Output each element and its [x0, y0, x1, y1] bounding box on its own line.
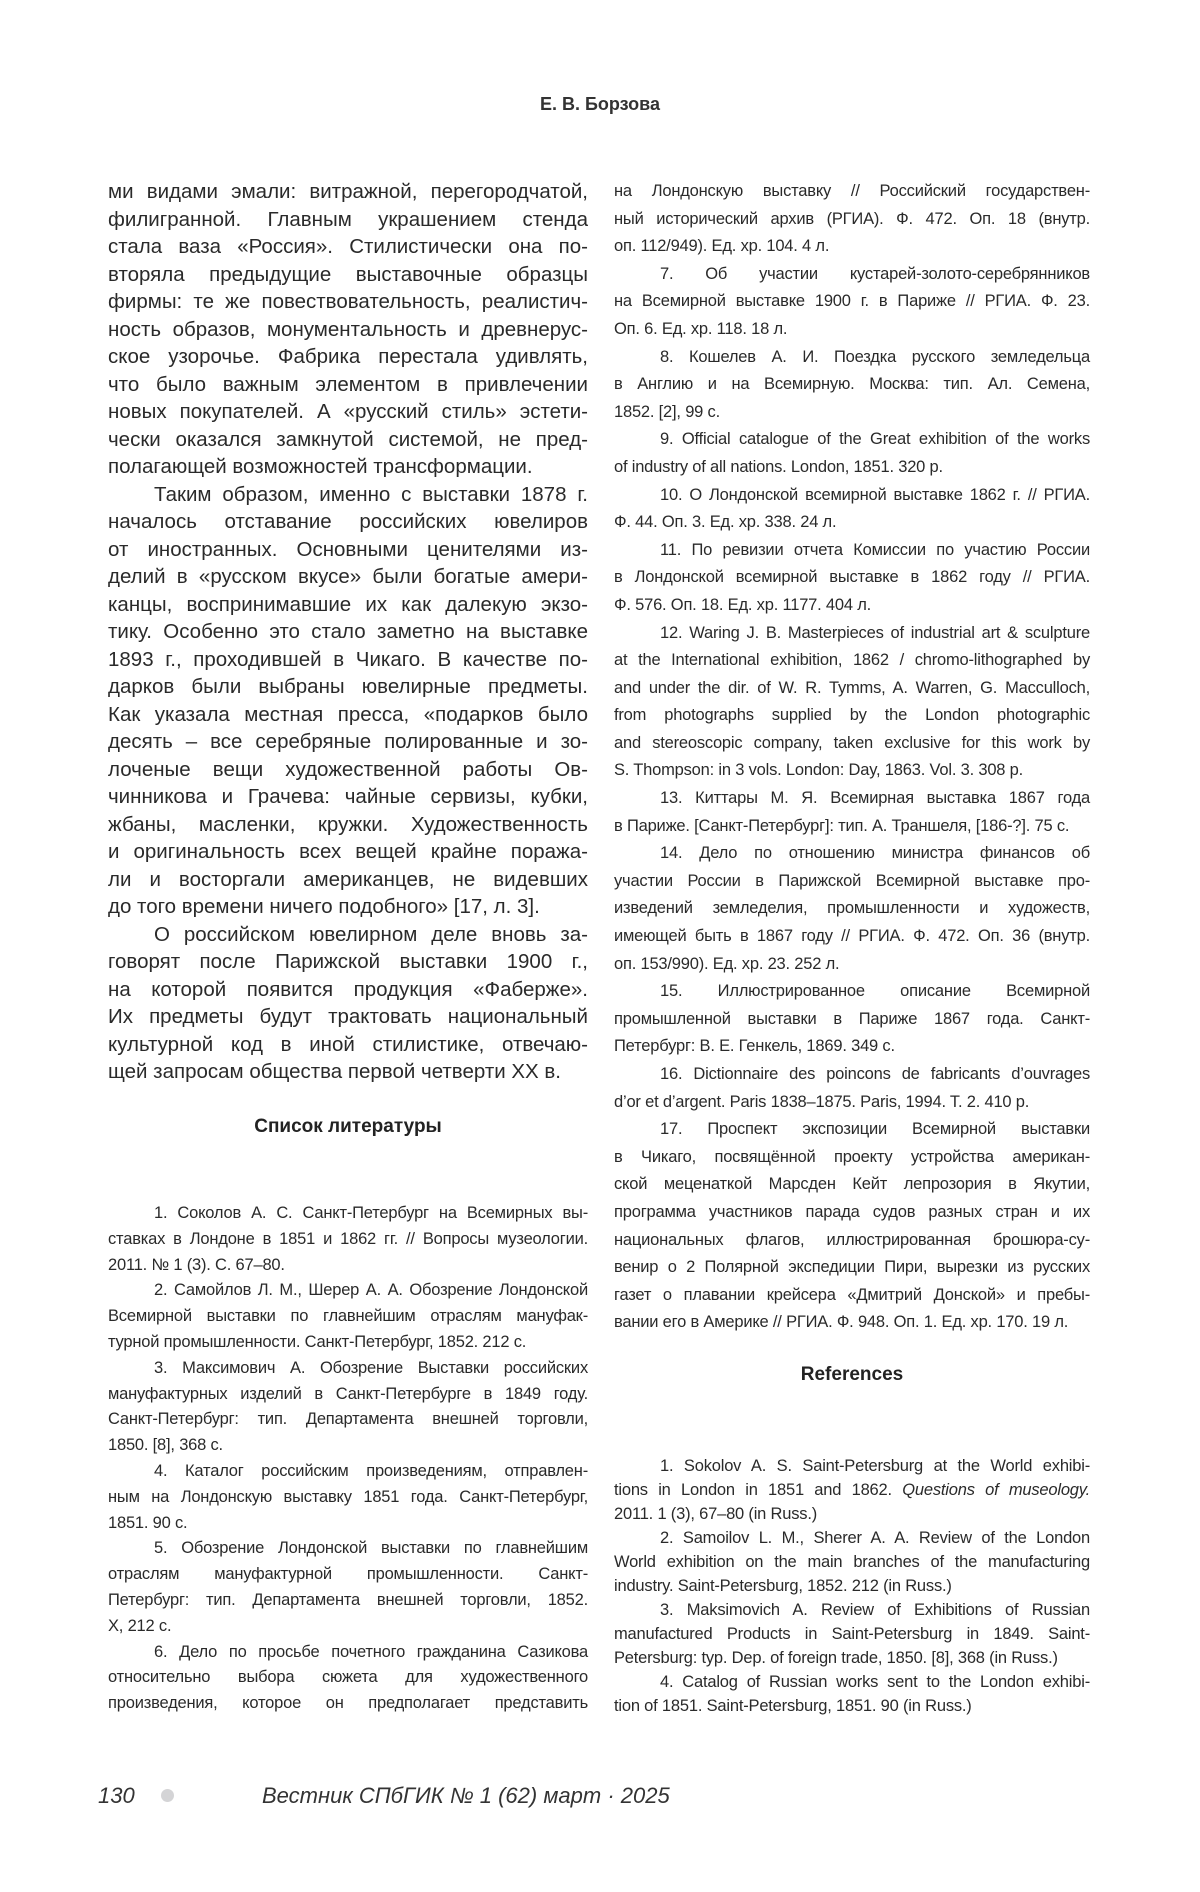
text-line: 6. Дело по просьбе почетного гражданина Сазикова — [154, 1642, 588, 1661]
text-line: 2. Samoilov L. M., Sherer A. A. Review of the London — [660, 1529, 1090, 1547]
text-line: 4. Catalog of Russian works sent to the London exhibi- — [660, 1673, 1090, 1691]
text-line: from photographs supplied by the London photographic — [614, 706, 1090, 725]
footer-journal-title: Вестник СПбГИК № 1 (62) март · 2025 — [262, 1783, 670, 1808]
text-line: жбаны, масленки, кружки. Художественность — [108, 812, 588, 836]
text-line: фирмы: те же повествовательность, реалистич- — [108, 290, 588, 313]
text-line: ское узорочье. Фабрика перестала удивлять, — [108, 345, 588, 368]
text-line: 11. По ревизии отчета Комиссии по участию России — [660, 540, 1090, 559]
text-line: ный исторический архив (РГИА). Ф. 472. Оп. 18 (внутр. — [614, 209, 1090, 228]
reference-item — [614, 482, 1090, 537]
text-line: Петербург: тип. Департамента внешней торговли, 1852. — [108, 1590, 588, 1609]
text-line: ской меценаткой Марсден Кейт лепрозория в Якутии, — [614, 1175, 1090, 1194]
text-line: Petersburg: typ. Dep. of foreign trade, 1850. [8], 368 (in Russ.) — [614, 1649, 1058, 1667]
text-line: 16. Dictionnaire des poincons de fabricants d’ouvrages — [660, 1065, 1090, 1083]
reference-item — [614, 785, 1090, 840]
body-paragraph — [108, 481, 588, 921]
text-line: S. Thompson: in 3 vols. London: Day, 1863. Vol. 3. 308 p. — [614, 761, 1024, 780]
text-line: в Чикаго, посвящённой проекту устройства американ- — [614, 1147, 1090, 1166]
text-line: имеющей быть в 1867 году // РГИА. Ф. 472. Оп. 36 (внутр. — [614, 927, 1090, 946]
references-en-list — [614, 1454, 1090, 1718]
reference-item — [614, 1454, 1090, 1526]
reference-item — [108, 1278, 588, 1355]
text-line: говорят после Парижской выставки 1900 г., — [108, 950, 588, 973]
text-line: Санкт-Петербург: тип. Департамента внешней торговли, — [108, 1410, 588, 1429]
references-ru-list-right — [614, 178, 1090, 1337]
text-line: 15. Иллюстрированное описание Всемирной — [660, 982, 1090, 1001]
text-line: делий в «русском вкусе» были богатые амери- — [108, 565, 588, 588]
text-line: Таким образом, именно с выставки 1878 г. — [154, 482, 588, 506]
text-line: тику. Особенно это стало заметно на выставке — [108, 620, 588, 643]
text-line: 2011. 1 (3), 67–80 (in Russ.) — [614, 1505, 818, 1523]
reference-item — [614, 1061, 1090, 1116]
text-line: произведения, которое он предполагает представить — [108, 1694, 588, 1713]
text-line: tion of 1851. Saint-Petersburg, 1851. 90 (in Russ.) — [614, 1697, 972, 1715]
text-line: на Лондонскую выставку // Российский государствен- — [614, 182, 1090, 200]
reference-item — [614, 1670, 1090, 1718]
references-ru-list-left — [108, 1201, 588, 1717]
text-line: и оригинальность всех вещей крайне поража- — [108, 840, 588, 863]
article-body — [108, 178, 588, 1086]
text-line: участии России в Парижской Всемирной выставке про- — [614, 871, 1090, 890]
text-line: 12. Waring J. B. Masterpieces of industrial art & sculpture — [660, 623, 1090, 642]
text-line: 1893 г., проходившей в Чикаго. В качестве по- — [108, 647, 588, 671]
text-line: чески оказался замкнутой системой, не пред- — [108, 427, 588, 451]
text-line: 13. Киттары М. Я. Всемирная выставка 1867 года — [660, 789, 1090, 808]
text-line: лоченые вещи художественной работы Ов- — [108, 757, 588, 781]
text-line: в Париже. [Санкт-Петербург]: тип. А. Траншеля, [186-?]. 75 с. — [614, 816, 1070, 835]
references-en-title: References — [800, 1364, 904, 1385]
reference-item — [614, 537, 1090, 620]
text-line: Ф. 576. Оп. 18. Ед. хр. 1177. 404 л. — [614, 595, 872, 614]
text-line: 9. Official catalogue of the Great exhibition of the works — [660, 430, 1090, 449]
text-line: началось отставание российских ювелиров — [108, 510, 588, 533]
text-line: дарков были выбраны ювелирные предметы. — [108, 675, 588, 698]
reference-item — [614, 840, 1090, 978]
text-line: новых покупателей. А «русский стиль» эстети- — [108, 400, 588, 423]
text-line: 17. Проспект экспозиции Всемирной выставки — [660, 1120, 1090, 1139]
text-line: мануфактурных изделий в Санкт-Петербурге в 1849 году. — [108, 1384, 588, 1403]
text-line: 2. Самойлов Л. М., Шерер А. А. Обозрение Лондонской — [154, 1281, 588, 1300]
body-paragraph — [108, 921, 588, 1086]
text-line: относительно выбора сюжета для художественного — [108, 1668, 588, 1687]
footer-dot-ornament — [161, 1789, 174, 1802]
text-line: канцы, воспринимавшие их как далекую экзо- — [108, 592, 588, 616]
journal-title-italic: Questions of museology. — [902, 1481, 1090, 1499]
text-line: газет о плавании крейсера «Дмитрий Донской» и пребы- — [614, 1285, 1090, 1304]
text-line: Их предметы будут трактовать национальный — [108, 1005, 588, 1028]
text-line: Петербург: В. Е. Генкель, 1869. 349 с. — [614, 1037, 895, 1056]
text-line: филигранной. Главным украшением стенда — [108, 207, 588, 231]
text-line: до того времени ничего подобного» [17, л. 3]. — [108, 895, 540, 918]
reference-item — [614, 1526, 1090, 1598]
references-ru-title: Список литературы — [254, 1116, 442, 1137]
text-line: на которой появится продукция «Фаберже». — [108, 977, 588, 1001]
text-line: Оп. 6. Ед. хр. 118. 18 л. — [614, 319, 788, 338]
text-line: industry. Saint-Petersburg, 1852. 212 (in Russ.) — [614, 1577, 952, 1595]
text-line: 1851. 90 с. — [108, 1513, 188, 1532]
text-line: 5. Обозрение Лондонской выставки по главнейшим — [154, 1539, 588, 1558]
text-line: вторяла предыдущие выставочные образцы — [108, 262, 588, 286]
text-line: изведений земледелия, промышленности и художеств, — [614, 899, 1090, 918]
text-line: ным на Лондонскую выставку 1851 года. Санкт-Петербург, — [108, 1487, 588, 1506]
text-line: полагающей возможностей трансформации. — [108, 455, 533, 478]
body-paragraph — [108, 178, 588, 481]
text-line: Всемирной выставки по главнейшим отраслям мануфак- — [108, 1307, 588, 1326]
reference-item — [614, 1116, 1090, 1337]
reference-item — [108, 1536, 588, 1639]
page-number: 130 — [98, 1783, 135, 1808]
text-line: ми видами эмали: витражной, перегородчатой, — [108, 180, 588, 203]
text-line: ли и восторгали американцев, не видевших — [108, 867, 588, 891]
reference-item — [614, 620, 1090, 786]
text-line: ставках в Лондоне в 1851 и 1862 гг. // Вопросы музеологии. — [108, 1229, 588, 1248]
text-line: 1. Соколов А. С. Санкт-Петербург на Всемирных вы- — [154, 1204, 588, 1222]
reference-item — [108, 1640, 588, 1717]
text-line: 8. Кошелев А. И. Поездка русского земледельца — [660, 347, 1090, 366]
reference-item — [108, 1356, 588, 1459]
text-line: программа участников парада судов разных стран и их — [614, 1202, 1090, 1221]
text-line: Ф. 44. Оп. 3. Ед. хр. 338. 24 л. — [614, 513, 837, 532]
text-line: в Англию и на Всемирную. Москва: тип. Ал. Семена, — [614, 375, 1090, 394]
text-line: О российском ювелирном деле вновь за- — [154, 922, 588, 946]
reference-item — [614, 1598, 1090, 1670]
reference-item — [614, 178, 1090, 261]
text-line: 1850. [8], 368 с. — [108, 1436, 223, 1455]
text-line: 10. О Лондонской всемирной выставке 1862 г. // РГИА. — [660, 485, 1090, 504]
text-line: что было важным элементом в привлечении — [108, 372, 588, 396]
reference-item — [108, 1459, 588, 1536]
running-header-author: Е. В. Борзова — [539, 94, 661, 114]
text-line: 3. Максимович А. Обозрение Выставки российских — [154, 1358, 588, 1377]
text-segment: tions in London in 1851 and 1862. — [614, 1481, 903, 1499]
text-line: 1. Sokolov A. S. Saint-Petersburg at the World exhibi- — [660, 1457, 1090, 1475]
text-line: вании его в Америке // РГИА. Ф. 948. Оп. 1. Ед. хр. 170. 19 л. — [614, 1313, 1069, 1332]
text-line: от иностранных. Основными ценителями из- — [108, 537, 588, 561]
text-line: венир о 2 Полярной экспедиции Пири, вырезки из русских — [614, 1258, 1090, 1277]
text-line: отраслям мануфактурной промышленности. Санкт- — [108, 1565, 588, 1584]
reference-item — [614, 344, 1090, 427]
text-line: десять – все серебряные полированные и зо- — [108, 730, 588, 753]
text-line: Как указала местная пресса, «подарков было — [108, 702, 588, 726]
text-line: ность образов, монументальность и древнерус- — [108, 317, 588, 341]
reference-item — [614, 261, 1090, 344]
text-line: d’or et d’argent. Paris 1838–1875. Paris, 1994. T. 2. 410 p. — [614, 1092, 1030, 1111]
text-line: оп. 153/990). Ед. хр. 23. 252 л. — [614, 954, 840, 973]
reference-item — [614, 978, 1090, 1061]
text-line: в Лондонской всемирной выставке в 1862 году // РГИА. — [614, 568, 1090, 587]
text-line: of industry of all nations. London, 1851. 320 p. — [614, 457, 943, 476]
text-line: промышленной выставки в Париже 1867 года. Санкт- — [614, 1009, 1090, 1028]
text-line: оп. 112/949). Ед. хр. 104. 4 л. — [614, 237, 830, 256]
text-line: X, 212 с. — [108, 1616, 172, 1635]
reference-item — [108, 1201, 588, 1278]
text-line: турной промышленности. Санкт-Петербург, 1852. 212 с. — [108, 1332, 527, 1351]
text-line — [614, 1478, 1090, 1502]
text-line: 3. Maksimovich A. Review of Exhibitions of Russian — [660, 1601, 1090, 1619]
text-line: and under the dir. of W. R. Tymms, A. Warren, G. Macculloch, — [614, 678, 1090, 697]
text-line: 7. Об участии кустарей-золото-серебрянников — [660, 264, 1090, 283]
text-line: manufactured Products in Saint-Petersburg in 1849. Saint- — [614, 1625, 1090, 1643]
text-line: национальных флагов, иллюстрированная брошюра-су- — [614, 1230, 1090, 1249]
text-line: стала ваза «Россия». Стилистически она по- — [108, 235, 588, 258]
text-line: 14. Дело по отношению министра финансов об — [660, 844, 1090, 863]
text-line: 4. Каталог российским произведениям, отправлен- — [154, 1461, 588, 1480]
text-line: World exhibition on the main branches of the manufacturing — [614, 1553, 1090, 1571]
text-line: 1852. [2], 99 с. — [614, 402, 720, 421]
text-line: на Всемирной выставке 1900 г. в Париже // РГИА. Ф. 23. — [614, 292, 1090, 311]
text-line: 2011. № 1 (3). С. 67–80. — [108, 1255, 285, 1274]
text-line: культурной код в иной стилистике, отвечаю- — [108, 1032, 588, 1056]
text-line: and stereoscopic company, taken exclusive for this work by — [614, 733, 1090, 752]
text-line: щей запросам общества первой четверти XX в. — [108, 1060, 561, 1083]
reference-item — [614, 426, 1090, 481]
text-line: at the International exhibition, 1862 / chromo-lithographed by — [614, 651, 1090, 670]
text-line: чинникова и Грачева: чайные сервизы, кубки, — [108, 785, 588, 808]
